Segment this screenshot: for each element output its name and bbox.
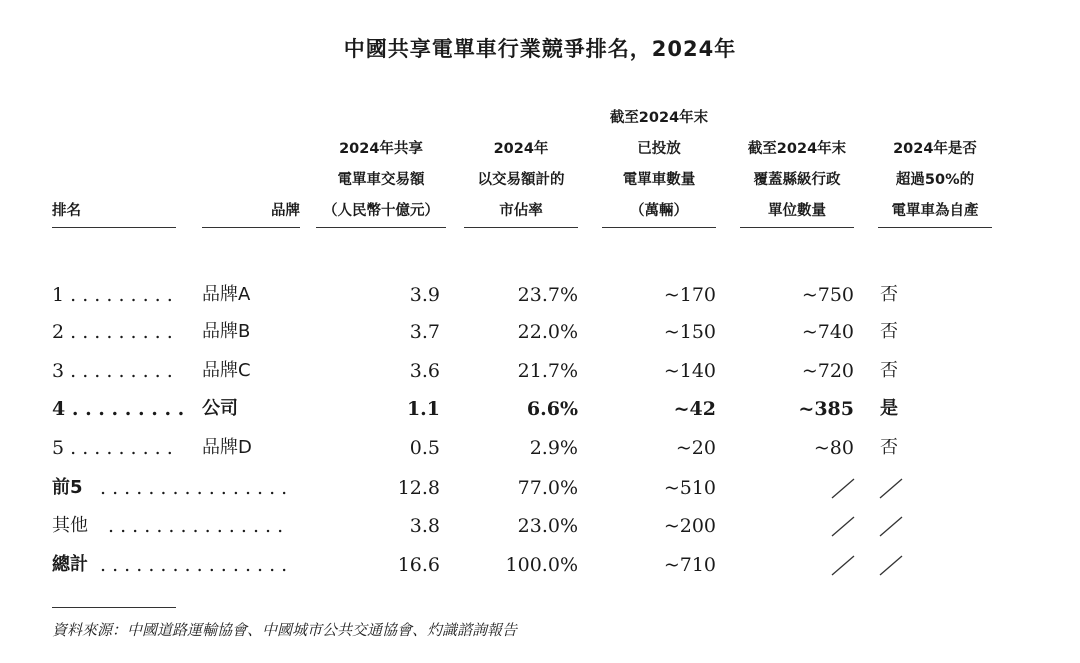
not-applicable-slash	[830, 554, 856, 576]
not-applicable-slash	[830, 515, 856, 537]
header-fleet-line: 已投放	[637, 141, 681, 157]
header-selfmade-line: 電單車為自產	[891, 203, 979, 219]
fleet-cell: ~150	[663, 321, 716, 343]
header-selfmade	[878, 134, 992, 228]
rank-cell: 5 . . . . . . . . .	[52, 437, 173, 459]
gtv-cell: 12.8	[397, 477, 440, 499]
header-brand	[202, 196, 300, 228]
rank-cell: 3 . . . . . . . . .	[52, 360, 173, 382]
share-cell: 23.0%	[517, 515, 578, 537]
not-applicable-slash	[830, 477, 856, 499]
header-fleet	[602, 103, 716, 228]
fleet-cell: ~200	[663, 515, 716, 537]
selfmade-cell: 否	[880, 437, 898, 458]
selfmade-cell: 否	[880, 284, 898, 305]
total-label: 其他	[52, 515, 88, 536]
fleet-cell: ~510	[663, 477, 716, 499]
county-cell: ~750	[801, 284, 854, 306]
fleet-cell: ~170	[663, 284, 716, 306]
rank-cell: 2 . . . . . . . . .	[52, 321, 173, 343]
header-gtv-line: （人民幣十億元）	[323, 203, 439, 219]
gtv-cell: 0.5	[409, 437, 440, 459]
header-fleet-line: 截至2024年末	[609, 110, 709, 126]
leader-dots: . . . . . . . . . . . . . . . .	[100, 477, 288, 499]
brand-cell: 品牌B	[202, 321, 251, 342]
header-rank-line: 排名	[52, 203, 81, 219]
share-cell: 22.0%	[517, 321, 578, 343]
header-county-line: 單位數量	[768, 203, 826, 219]
selfmade-cell: 否	[880, 360, 898, 381]
fleet-cell: ~710	[663, 554, 716, 576]
gtv-cell: 3.8	[409, 515, 440, 537]
header-county	[740, 134, 854, 228]
not-applicable-slash	[878, 515, 904, 537]
gtv-cell: 1.1	[406, 398, 440, 420]
gtv-cell: 3.9	[409, 284, 440, 306]
county-cell: ~80	[813, 437, 854, 459]
page-title: 中國共享電單車行業競爭排名，2024年	[343, 37, 737, 61]
share-cell: 77.0%	[517, 477, 578, 499]
header-county-line: 截至2024年末	[747, 141, 847, 157]
header-gtv	[316, 134, 446, 228]
header-county-line: 覆蓋縣級行政	[753, 172, 841, 188]
header-share-line: 市佔率	[499, 203, 543, 219]
fleet-cell: ~140	[663, 360, 716, 382]
header-gtv-line: 電單車交易額	[337, 172, 425, 188]
not-applicable-slash	[878, 477, 904, 499]
leader-dots: . . . . . . . . . . . . . . . .	[100, 554, 288, 576]
brand-cell: 品牌A	[202, 284, 251, 305]
share-cell: 100.0%	[505, 554, 578, 576]
header-share-line: 2024年	[493, 141, 549, 157]
header-selfmade-line: 2024年是否	[893, 141, 977, 157]
gtv-cell: 3.7	[409, 321, 440, 343]
header-rank	[52, 196, 176, 228]
header-brand-line: 品牌	[271, 203, 300, 219]
fleet-cell: ~42	[673, 398, 716, 420]
header-share	[464, 134, 578, 228]
share-cell: 23.7%	[517, 284, 578, 306]
total-label: 前5	[52, 477, 83, 498]
rank-cell: 4 . . . . . . . . .	[52, 398, 185, 420]
fleet-cell: ~20	[675, 437, 716, 459]
share-cell: 21.7%	[517, 360, 578, 382]
total-label: 總計	[52, 554, 88, 575]
county-cell: ~720	[801, 360, 854, 382]
source-divider	[52, 607, 176, 608]
selfmade-cell: 否	[880, 321, 898, 342]
header-fleet-line: 電單車數量	[622, 172, 696, 188]
county-cell: ~740	[801, 321, 854, 343]
share-cell: 2.9%	[529, 437, 578, 459]
brand-cell: 公司	[202, 398, 238, 419]
gtv-cell: 16.6	[397, 554, 440, 576]
header-share-line: 以交易額計的	[477, 172, 565, 188]
selfmade-cell: 是	[880, 398, 898, 419]
gtv-cell: 3.6	[409, 360, 440, 382]
brand-cell: 品牌C	[202, 360, 251, 381]
leader-dots: . . . . . . . . . . . . . . .	[108, 515, 284, 537]
county-cell: ~385	[798, 398, 854, 420]
header-gtv-line: 2024年共享	[339, 141, 423, 157]
header-selfmade-line: 超過50%的	[895, 172, 975, 188]
rank-cell: 1 . . . . . . . . .	[52, 284, 173, 306]
header-fleet-line: （萬輛）	[630, 203, 688, 219]
share-cell: 6.6%	[526, 398, 578, 420]
source-note: 資料來源：中國道路運輸協會、中國城市公共交通協會、灼識諮詢報告	[52, 621, 518, 639]
not-applicable-slash	[878, 554, 904, 576]
brand-cell: 品牌D	[202, 437, 252, 458]
